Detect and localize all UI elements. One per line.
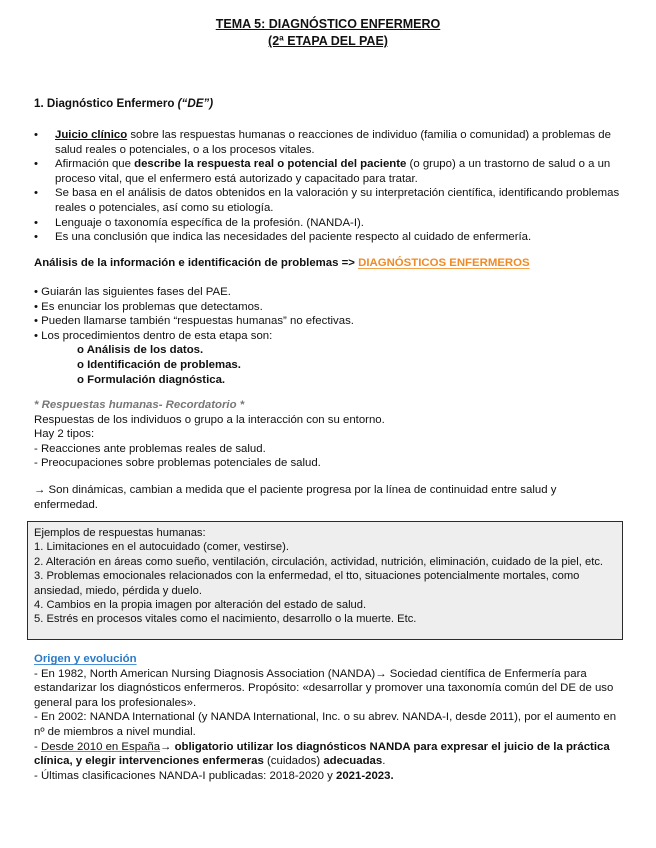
- origin-paragraph: - En 2002: NANDA International (y NANDA International, Inc. o su abrev. NANDA-I, desde 2011), por el aumento en nº de miembros a nivel mundial.: [34, 711, 617, 738]
- bullet-text: Lenguaje o taxonomía específica de la profesión. (NANDA-I).: [55, 216, 364, 229]
- procedure-subitem: o Identificación de problemas.: [77, 358, 241, 371]
- bullet-dot: •: [34, 187, 38, 200]
- list-item: [34, 157, 624, 186]
- reminder-section: [34, 398, 624, 471]
- bullet-text: (o grupo) a un trastorno de salud o a un proceso vital, que el enfermero está autorizado y capacitado para tratar.: [55, 158, 611, 185]
- procedure-subitem: o Formulación diagnóstica.: [77, 373, 226, 386]
- procedure-subitem: o Análisis de los datos.: [77, 344, 204, 357]
- definition-bullet-list: [34, 128, 624, 245]
- bullet-bold: describe la respuesta real o potencial del paciente: [134, 158, 407, 171]
- list-item: • Pueden llamarse también “respuestas humanas” no efectivas.: [34, 315, 354, 328]
- diagnosticos-highlight: DIAGNÓSTICOS ENFERMEROS: [358, 257, 530, 269]
- bullet-text: Es una conclusión que indica las necesidades del paciente respecto al cuidado de enfermería.: [55, 231, 532, 244]
- list-item: [34, 128, 624, 157]
- bullet-dot: •: [34, 158, 38, 171]
- spain-2010-underline: Desde 2010 en España: [40, 740, 161, 753]
- bold-text: obligatorio utilizar los diagnósticos NANDA para expresar el juicio de la práctica clínica, y elegir intervenciones enfermeras: [34, 740, 610, 768]
- example-item: 3. Problemas emocionales relacionados con la enfermedad, el tto, situaciones potencialmente mortales, como ansiedad, miedo, pérdida y duelo.: [34, 570, 580, 597]
- text: - Últimas clasificaciones NANDA-I publicadas: 2018-2020 y: [34, 769, 336, 782]
- analysis-heading: [34, 256, 530, 271]
- example-item: 1. Limitaciones en el autocuidado (comer, vestirse).: [34, 541, 289, 554]
- examples-title: Ejemplos de respuestas humanas:: [34, 527, 206, 539]
- page-title: TEMA 5: DIAGNÓSTICO ENFERMERO: [215, 17, 441, 31]
- example-item: 4. Cambios en la propia imagen por alteración del estado de salud.: [34, 599, 367, 612]
- analysis-label: Análisis de la información e identificación de problemas =>: [34, 257, 359, 269]
- examples-box: [27, 521, 623, 640]
- text: -: [34, 740, 41, 753]
- list-item: • Guiarán las siguientes fases del PAE.: [34, 286, 231, 298]
- bullet-dot: •: [34, 216, 38, 229]
- dynamics-paragraph: → Son dinámicas, cambian a medida que el paciente progresa por la línea de continuidad entre salud y enfermedad.: [34, 484, 557, 511]
- list-item: [34, 186, 624, 215]
- origin-heading: Origen y evolución: [34, 653, 137, 665]
- list-item: • Los procedimientos dentro de esta etapa son:: [34, 329, 273, 342]
- bullet-text: Se basa en el análisis de datos obtenidos en la valoración y su interpretación científica, identificando problemas reales o potenciales, así como su etiología.: [55, 187, 620, 214]
- page-subtitle: (2ª ETAPA DEL PAE): [268, 34, 388, 48]
- reminder-line: Hay 2 tipos:: [34, 428, 95, 441]
- reminder-line: - Preocupaciones sobre problemas potenciales de salud.: [34, 457, 321, 470]
- section-heading-text: 1. Diagnóstico Enfermero: [34, 97, 178, 110]
- text: .: [382, 755, 386, 768]
- section-heading-diagnostico: [34, 97, 213, 112]
- origin-paragraph: - En 1982, North American Nursing Diagnosis Association (NANDA)→ Sociedad científica de Enfermería para estandarizar los diagnósticos enfermeros. Propósito: «desarrollar y promover una taxonomía común del DE de uso general para los profesionales».: [34, 667, 614, 709]
- arrow-text: →: [160, 740, 175, 753]
- origin-section: [34, 652, 624, 783]
- list-item: [34, 230, 624, 245]
- text: (cuidados): [263, 755, 324, 768]
- reminder-line: Respuestas de los individuos o grupo a la interacción con su entorno.: [34, 413, 385, 426]
- reminder-title: * Respuestas humanas- Recordatorio *: [34, 399, 245, 411]
- section-heading-abbr: (“DE”): [177, 97, 214, 110]
- bullet-dot: •: [34, 231, 38, 244]
- reminder-line: - Reacciones ante problemas reales de salud.: [34, 442, 266, 455]
- bullet-text: Afirmación que: [55, 158, 135, 171]
- bullet-bold: Juicio clínico: [55, 129, 128, 141]
- phase-list: [34, 285, 624, 387]
- list-item: [34, 216, 624, 231]
- origin-paragraph: [34, 769, 624, 784]
- bullet-text: sobre las respuestas humanas o reacciones de individuo (familia o comunidad) a problemas de salud reales o potenciales, o a los procesos vitales.: [55, 129, 611, 156]
- bold-text: 2021-2023.: [335, 769, 394, 782]
- example-item: 5. Estrés en procesos vitales como el nacimiento, desarrollo o la muerte. Etc.: [34, 613, 417, 626]
- bold-text: adecuadas: [323, 755, 383, 768]
- origin-paragraph: [34, 740, 624, 769]
- example-item: 2. Alteración en áreas como sueño, ventilación, circulación, actividad, nutrición, eliminación, cuidado de la piel, etc.: [34, 555, 604, 568]
- list-item: • Es enunciar los problemas que detectamos.: [34, 300, 263, 313]
- bullet-dot: •: [34, 129, 38, 141]
